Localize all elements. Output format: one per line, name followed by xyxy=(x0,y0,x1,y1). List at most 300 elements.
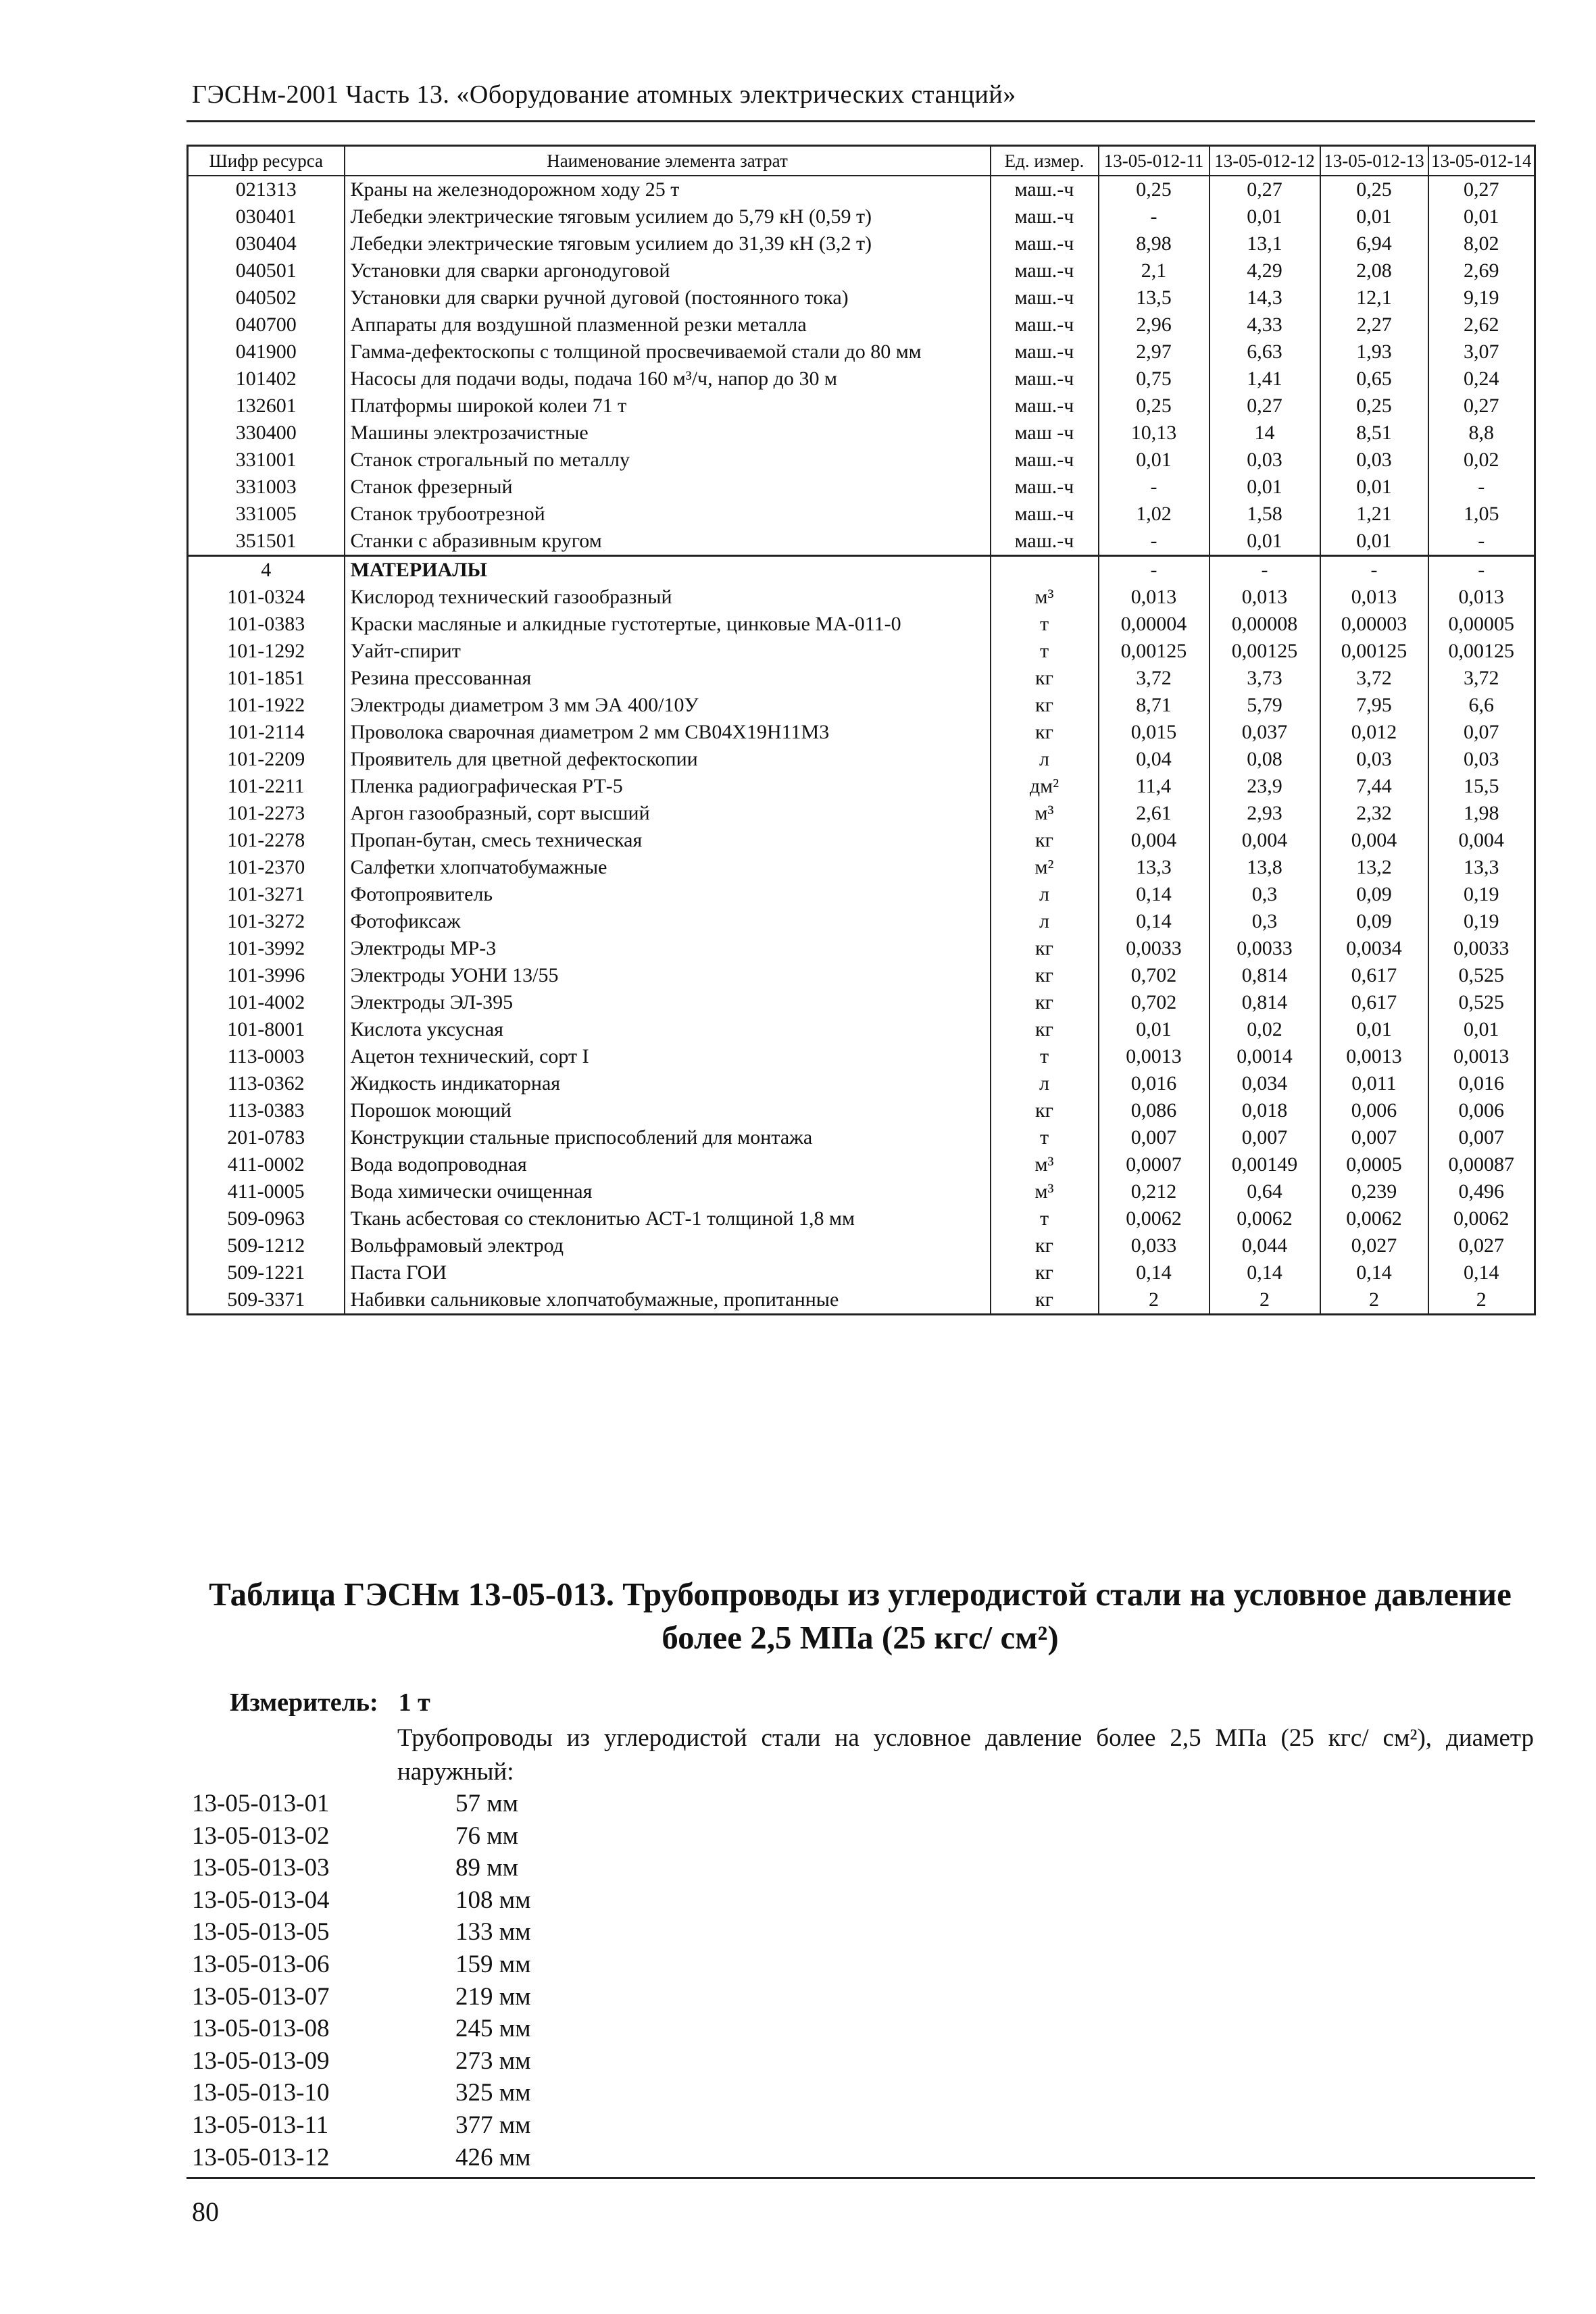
table-row xyxy=(188,881,1535,908)
cell-value: 2,61 xyxy=(1099,800,1210,827)
cell-value: 1,93 xyxy=(1320,338,1428,366)
cell-value: 0,0033 xyxy=(1099,935,1210,962)
table-row xyxy=(188,611,1535,638)
table-row xyxy=(188,393,1535,420)
cell-value: 0,0013 xyxy=(1320,1043,1428,1070)
cell-value: 0,07 xyxy=(1428,719,1535,746)
cell-value: 0,0062 xyxy=(1099,1205,1210,1232)
cell-value: 13,8 xyxy=(1210,854,1320,881)
cell-code: 101-1922 xyxy=(188,692,345,719)
cell-value: 0,013 xyxy=(1320,584,1428,611)
cell-value: 7,95 xyxy=(1320,692,1428,719)
item-code: 13-05-013-10 xyxy=(192,2079,330,2107)
cell-name: Гамма-дефектоскопы с толщиной просвечиваемой стали до 80 мм xyxy=(345,338,991,366)
cell-name: Резина прессованная xyxy=(345,665,991,692)
list-item xyxy=(192,2109,531,2142)
cell-value: 3,73 xyxy=(1210,665,1320,692)
cell-unit: маш.-ч xyxy=(991,501,1099,528)
cell-code: 101-3271 xyxy=(188,881,345,908)
cell-value: 0,0062 xyxy=(1210,1205,1320,1232)
cell-value: 12,1 xyxy=(1320,284,1428,311)
cell-value: 0,814 xyxy=(1210,962,1320,989)
list-item xyxy=(192,1852,531,1884)
item-size: 245 мм xyxy=(455,2015,531,2043)
cell-unit: маш.-ч xyxy=(991,203,1099,230)
cell-code: 101-0383 xyxy=(188,611,345,638)
cell-name: Краны на железнодорожном ходу 25 т xyxy=(345,176,991,203)
cell-value: 0,01 xyxy=(1428,203,1535,230)
cell-name: Электроды УОНИ 13/55 xyxy=(345,962,991,989)
cell-value: 0,004 xyxy=(1099,827,1210,854)
cell-value: 14 xyxy=(1210,420,1320,447)
cell-value: 0,02 xyxy=(1428,447,1535,474)
col-header: 13-05-012-12 xyxy=(1210,146,1320,176)
table-row xyxy=(188,1043,1535,1070)
cell-value: 3,72 xyxy=(1320,665,1428,692)
cell-value: 0,015 xyxy=(1099,719,1210,746)
cell-value: 15,5 xyxy=(1428,773,1535,800)
cell-value: 0,03 xyxy=(1320,447,1428,474)
cell-value: 0,525 xyxy=(1428,962,1535,989)
item-code: 13-05-013-03 xyxy=(192,1854,330,1882)
cell-value: 0,27 xyxy=(1428,176,1535,203)
cell-unit xyxy=(991,556,1099,584)
cell-code: 101-1851 xyxy=(188,665,345,692)
col-header: 13-05-012-13 xyxy=(1320,146,1428,176)
cell-name: Платформы широкой колеи 71 т xyxy=(345,393,991,420)
cell-value: 0,239 xyxy=(1320,1178,1428,1205)
table-row xyxy=(188,962,1535,989)
cell-value: - xyxy=(1099,203,1210,230)
table-body xyxy=(188,176,1535,1315)
page-header: ГЭСНм-2001 Часть 13. «Оборудование атомных электрических станций» xyxy=(192,80,1016,109)
cell-name: Станок трубоотрезной xyxy=(345,501,991,528)
cell-value: 0,034 xyxy=(1210,1070,1320,1097)
cell-value: 0,14 xyxy=(1099,908,1210,935)
cell-value: 0,013 xyxy=(1210,584,1320,611)
cell-unit: т xyxy=(991,611,1099,638)
table-row xyxy=(188,773,1535,800)
cell-value: 0,3 xyxy=(1210,908,1320,935)
item-size: 76 мм xyxy=(455,1821,519,1850)
cell-value: 0,01 xyxy=(1428,1016,1535,1043)
cell-value: 0,14 xyxy=(1428,1259,1535,1286)
cell-code: 101-2211 xyxy=(188,773,345,800)
cell-unit: кг xyxy=(991,719,1099,746)
cell-value: - xyxy=(1099,474,1210,501)
cell-value: 0,496 xyxy=(1428,1178,1535,1205)
table-row xyxy=(188,1097,1535,1124)
cell-unit: л xyxy=(991,908,1099,935)
table-row xyxy=(188,692,1535,719)
cell-value: 0,617 xyxy=(1320,962,1428,989)
cell-name: Жидкость индикаторная xyxy=(345,1070,991,1097)
cell-name: Фотофиксаж xyxy=(345,908,991,935)
cell-code: 4 xyxy=(188,556,345,584)
cell-value: 2,97 xyxy=(1099,338,1210,366)
cell-value: 9,19 xyxy=(1428,284,1535,311)
cell-unit: кг xyxy=(991,989,1099,1016)
item-code: 13-05-013-08 xyxy=(192,2015,330,2043)
table-row xyxy=(188,420,1535,447)
cell-value: 0,04 xyxy=(1099,746,1210,773)
cell-code: 101-3272 xyxy=(188,908,345,935)
table-row xyxy=(188,1286,1535,1315)
cell-unit: м² xyxy=(991,854,1099,881)
cell-value: 0,24 xyxy=(1428,366,1535,393)
table-header-row xyxy=(188,146,1535,176)
list-item xyxy=(192,1788,531,1820)
cell-unit: л xyxy=(991,881,1099,908)
cell-code: 101-2114 xyxy=(188,719,345,746)
cell-value: 4,33 xyxy=(1210,311,1320,338)
table-row xyxy=(188,203,1535,230)
cell-code: 101-1292 xyxy=(188,638,345,665)
item-list xyxy=(192,1788,531,2173)
col-header: 13-05-012-14 xyxy=(1428,146,1535,176)
cell-unit: кг xyxy=(991,1232,1099,1259)
cell-value: 0,007 xyxy=(1210,1124,1320,1151)
col-header: Ед. измер. xyxy=(991,146,1099,176)
cell-code: 509-1212 xyxy=(188,1232,345,1259)
cell-name: Конструкции стальные приспособлений для монтажа xyxy=(345,1124,991,1151)
cell-code: 411-0002 xyxy=(188,1151,345,1178)
cell-value: 8,71 xyxy=(1099,692,1210,719)
cell-code: 351501 xyxy=(188,528,345,556)
list-item xyxy=(192,1981,531,2013)
cell-name: Насосы для подачи воды, подача 160 м³/ч, напор до 30 м xyxy=(345,366,991,393)
cell-value: 0,00004 xyxy=(1099,611,1210,638)
cell-value: 0,25 xyxy=(1099,393,1210,420)
table-row xyxy=(188,1259,1535,1286)
meter xyxy=(230,1688,430,1717)
table-row xyxy=(188,935,1535,962)
cell-value: 0,0034 xyxy=(1320,935,1428,962)
cell-value: 0,044 xyxy=(1210,1232,1320,1259)
cell-value: 0,25 xyxy=(1320,176,1428,203)
cell-value: 0,14 xyxy=(1210,1259,1320,1286)
cell-code: 041900 xyxy=(188,338,345,366)
cell-value: 0,027 xyxy=(1320,1232,1428,1259)
cell-value: 0,037 xyxy=(1210,719,1320,746)
cell-value: 0,212 xyxy=(1099,1178,1210,1205)
list-item xyxy=(192,1884,531,1917)
cell-value: 8,51 xyxy=(1320,420,1428,447)
cell-code: 331005 xyxy=(188,501,345,528)
table-row xyxy=(188,257,1535,284)
cell-value: 0,25 xyxy=(1320,393,1428,420)
section-title: Таблица ГЭСНм 13-05-013. Трубопроводы из углеродистой стали на условное давление более 2,5 МПа (25 кгс/ см²) xyxy=(209,1576,1512,1656)
cell-unit: дм² xyxy=(991,773,1099,800)
cell-value: 1,98 xyxy=(1428,800,1535,827)
cell-value: 0,702 xyxy=(1099,989,1210,1016)
cell-value: 0,03 xyxy=(1320,746,1428,773)
cell-code: 509-0963 xyxy=(188,1205,345,1232)
cell-value: 2 xyxy=(1210,1286,1320,1315)
table-row xyxy=(188,719,1535,746)
cell-name: Вода химически очищенная xyxy=(345,1178,991,1205)
cell-value: - xyxy=(1099,556,1210,584)
cell-name: Кислота уксусная xyxy=(345,1016,991,1043)
list-item xyxy=(192,2142,531,2174)
cell-value: 0,027 xyxy=(1428,1232,1535,1259)
cell-code: 101-4002 xyxy=(188,989,345,1016)
cell-name: Установки для сварки аргонодуговой xyxy=(345,257,991,284)
cell-value: 0,00125 xyxy=(1428,638,1535,665)
cell-value: 0,27 xyxy=(1210,176,1320,203)
cell-value: 0,14 xyxy=(1320,1259,1428,1286)
cell-name: Краски масляные и алкидные густотертые, цинковые МА-011-0 xyxy=(345,611,991,638)
cell-code: 101-2273 xyxy=(188,800,345,827)
cell-unit: м³ xyxy=(991,1178,1099,1205)
cell-value: 2,1 xyxy=(1099,257,1210,284)
cell-name: Ткань асбестовая со стеклонитью АСТ-1 толщиной 1,8 мм xyxy=(345,1205,991,1232)
cell-value: 2 xyxy=(1099,1286,1210,1315)
cell-value: 0,00005 xyxy=(1428,611,1535,638)
table-row xyxy=(188,528,1535,556)
cell-code: 040501 xyxy=(188,257,345,284)
cell-value: 0,007 xyxy=(1099,1124,1210,1151)
table-row xyxy=(188,746,1535,773)
cell-value: 14,3 xyxy=(1210,284,1320,311)
cell-value: 2,93 xyxy=(1210,800,1320,827)
item-size: 108 мм xyxy=(455,1886,531,1914)
cell-code: 331001 xyxy=(188,447,345,474)
cell-value: - xyxy=(1099,528,1210,556)
cell-name: Проволока сварочная диаметром 2 мм СВ04Х19Н11М3 xyxy=(345,719,991,746)
item-size: 377 мм xyxy=(455,2111,531,2139)
cell-name: Фотопроявитель xyxy=(345,881,991,908)
cell-value: 0,27 xyxy=(1428,393,1535,420)
cell-code: 113-0362 xyxy=(188,1070,345,1097)
cell-value: 2,32 xyxy=(1320,800,1428,827)
cell-value: 0,814 xyxy=(1210,989,1320,1016)
cell-code: 101-0324 xyxy=(188,584,345,611)
cell-value: 0,0033 xyxy=(1210,935,1320,962)
cell-value: 0,011 xyxy=(1320,1070,1428,1097)
cell-unit: кг xyxy=(991,1286,1099,1315)
page-number: 80 xyxy=(192,2196,219,2227)
item-size: 273 мм xyxy=(455,2046,531,2075)
item-size: 133 мм xyxy=(455,1918,531,1946)
cell-code: 021313 xyxy=(188,176,345,203)
cell-value: 0,19 xyxy=(1428,881,1535,908)
cell-value: 0,01 xyxy=(1320,474,1428,501)
item-code: 13-05-013-07 xyxy=(192,1982,330,2011)
table-row xyxy=(188,584,1535,611)
cell-value: 0,27 xyxy=(1210,393,1320,420)
cell-code: 101-2278 xyxy=(188,827,345,854)
cell-value: 13,3 xyxy=(1099,854,1210,881)
table-row xyxy=(188,284,1535,311)
table-row xyxy=(188,1070,1535,1097)
cell-code: 132601 xyxy=(188,393,345,420)
cell-value: 0,0062 xyxy=(1320,1205,1428,1232)
table-row xyxy=(188,827,1535,854)
cell-code: 101-8001 xyxy=(188,1016,345,1043)
cell-value: 3,72 xyxy=(1099,665,1210,692)
cell-value: 0,013 xyxy=(1428,584,1535,611)
table-row xyxy=(188,501,1535,528)
cell-value: 0,00125 xyxy=(1320,638,1428,665)
cell-value: 5,79 xyxy=(1210,692,1320,719)
cell-value: 8,8 xyxy=(1428,420,1535,447)
cell-value: 0,0033 xyxy=(1428,935,1535,962)
cell-value: 0,0013 xyxy=(1099,1043,1210,1070)
cell-value: 23,9 xyxy=(1210,773,1320,800)
cell-value: 0,01 xyxy=(1210,474,1320,501)
table-row xyxy=(188,1124,1535,1151)
cell-name: Электроды диаметром 3 мм ЭА 400/10У xyxy=(345,692,991,719)
item-code: 13-05-013-09 xyxy=(192,2046,330,2075)
cell-value: 0,018 xyxy=(1210,1097,1320,1124)
cell-value: 0,016 xyxy=(1099,1070,1210,1097)
cell-value: 0,14 xyxy=(1099,881,1210,908)
cell-name: Салфетки хлопчатобумажные xyxy=(345,854,991,881)
table-row xyxy=(188,556,1535,584)
cell-value: 2,62 xyxy=(1428,311,1535,338)
cell-unit: кг xyxy=(991,692,1099,719)
table-row xyxy=(188,447,1535,474)
col-header: 13-05-012-11 xyxy=(1099,146,1210,176)
cell-unit: кг xyxy=(991,1016,1099,1043)
cell-value: 0,006 xyxy=(1428,1097,1535,1124)
cell-name: Паста ГОИ xyxy=(345,1259,991,1286)
item-size: 325 мм xyxy=(455,2079,531,2107)
cell-unit: маш.-ч xyxy=(991,366,1099,393)
item-code: 13-05-013-02 xyxy=(192,1821,330,1850)
cell-value: 0,03 xyxy=(1210,447,1320,474)
cell-value: 1,41 xyxy=(1210,366,1320,393)
meter-value: 1 т xyxy=(398,1688,430,1717)
table-row xyxy=(188,311,1535,338)
table-row xyxy=(188,854,1535,881)
cell-value: 6,6 xyxy=(1428,692,1535,719)
cell-value: 6,94 xyxy=(1320,230,1428,257)
table-row xyxy=(188,1232,1535,1259)
list-item xyxy=(192,2077,531,2109)
cell-value: 0,007 xyxy=(1320,1124,1428,1151)
cell-value: 0,00008 xyxy=(1210,611,1320,638)
cell-unit: маш.-ч xyxy=(991,176,1099,203)
table-row xyxy=(188,338,1535,366)
cell-value: 0,004 xyxy=(1428,827,1535,854)
cell-value: 0,00125 xyxy=(1099,638,1210,665)
cell-value: - xyxy=(1210,556,1320,584)
resource-table xyxy=(186,145,1536,1315)
cell-value: 0,3 xyxy=(1210,881,1320,908)
cell-value: 0,01 xyxy=(1320,203,1428,230)
meter-label: Измеритель: xyxy=(230,1688,378,1717)
item-code: 13-05-013-06 xyxy=(192,1950,330,1978)
item-size: 219 мм xyxy=(455,1982,531,2011)
cell-value: 0,0013 xyxy=(1428,1043,1535,1070)
cell-value: 0,617 xyxy=(1320,989,1428,1016)
cell-code: 509-1221 xyxy=(188,1259,345,1286)
cell-code: 201-0783 xyxy=(188,1124,345,1151)
cell-value: 4,29 xyxy=(1210,257,1320,284)
cell-name: Машины электрозачистные xyxy=(345,420,991,447)
cell-value: 0,75 xyxy=(1099,366,1210,393)
table-row xyxy=(188,638,1535,665)
description: Трубопроводы из углеродистой стали на условное давление более 2,5 МПа (25 кгс/ см²), диаметр наружный: xyxy=(397,1724,1534,1786)
table-row xyxy=(188,1205,1535,1232)
item-code: 13-05-013-12 xyxy=(192,2143,330,2171)
cell-code: 101402 xyxy=(188,366,345,393)
col-header: Наименование элемента затрат xyxy=(345,146,991,176)
cell-value: 0,0062 xyxy=(1428,1205,1535,1232)
cell-value: 0,19 xyxy=(1428,908,1535,935)
cell-name: Электроды МР-3 xyxy=(345,935,991,962)
item-size: 426 мм xyxy=(455,2143,531,2171)
cell-code: 040502 xyxy=(188,284,345,311)
header-rule xyxy=(186,120,1535,122)
cell-name: Станок строгальный по металлу xyxy=(345,447,991,474)
table-row xyxy=(188,665,1535,692)
cell-value: - xyxy=(1428,556,1535,584)
cell-value: 0,03 xyxy=(1428,746,1535,773)
table-row xyxy=(188,366,1535,393)
cell-value: 0,25 xyxy=(1099,176,1210,203)
cell-value: 0,0005 xyxy=(1320,1151,1428,1178)
cell-code: 101-2370 xyxy=(188,854,345,881)
item-size: 89 мм xyxy=(455,1854,519,1882)
cell-code: 331003 xyxy=(188,474,345,501)
cell-value: 0,01 xyxy=(1320,1016,1428,1043)
cell-unit: маш.-ч xyxy=(991,311,1099,338)
table-row xyxy=(188,230,1535,257)
cell-value: 13,1 xyxy=(1210,230,1320,257)
cell-unit: кг xyxy=(991,1259,1099,1286)
item-size: 57 мм xyxy=(455,1790,519,1817)
cell-value: 0,14 xyxy=(1099,1259,1210,1286)
cell-unit: маш.-ч xyxy=(991,447,1099,474)
item-code: 13-05-013-11 xyxy=(192,2111,329,2139)
list-item xyxy=(192,2013,531,2045)
cell-value: 13,5 xyxy=(1099,284,1210,311)
table-row xyxy=(188,908,1535,935)
cell-unit: маш.-ч xyxy=(991,257,1099,284)
cell-value: 0,012 xyxy=(1320,719,1428,746)
table-row xyxy=(188,800,1535,827)
cell-unit: т xyxy=(991,1043,1099,1070)
item-code: 13-05-013-05 xyxy=(192,1918,330,1946)
cell-name: Станки с абразивным кругом xyxy=(345,528,991,556)
cell-code: 101-3996 xyxy=(188,962,345,989)
cell-name: Станок фрезерный xyxy=(345,474,991,501)
cell-unit: маш.-ч xyxy=(991,338,1099,366)
cell-value: 2 xyxy=(1428,1286,1535,1315)
col-header: Шифр ресурса xyxy=(188,146,345,176)
cell-value: 2,96 xyxy=(1099,311,1210,338)
item-code: 13-05-013-04 xyxy=(192,1886,330,1914)
cell-unit: кг xyxy=(991,935,1099,962)
table-row xyxy=(188,1178,1535,1205)
cell-unit: л xyxy=(991,746,1099,773)
cell-value: 0,525 xyxy=(1428,989,1535,1016)
cell-value: 7,44 xyxy=(1320,773,1428,800)
cell-value: 1,05 xyxy=(1428,501,1535,528)
cell-unit: т xyxy=(991,638,1099,665)
cell-value: 0,09 xyxy=(1320,908,1428,935)
cell-value: 1,58 xyxy=(1210,501,1320,528)
cell-code: 030401 xyxy=(188,203,345,230)
cell-unit: маш.-ч xyxy=(991,528,1099,556)
cell-value: 6,63 xyxy=(1210,338,1320,366)
cell-name: Аргон газообразный, сорт высший xyxy=(345,800,991,827)
cell-name: Набивки сальниковые хлопчатобумажные, пропитанные xyxy=(345,1286,991,1315)
cell-unit: т xyxy=(991,1205,1099,1232)
